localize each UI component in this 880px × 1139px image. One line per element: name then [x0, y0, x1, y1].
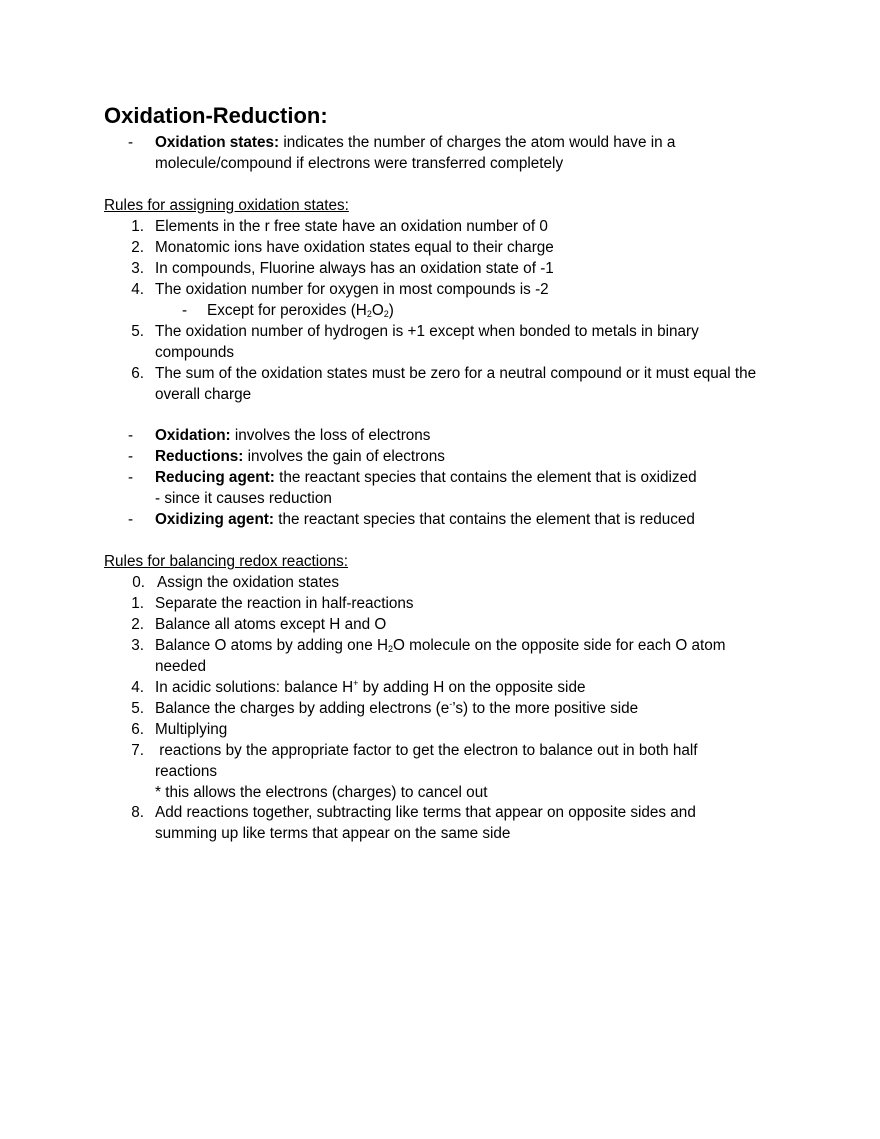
list-number: 8.: [131, 804, 144, 821]
intro-term: Oxidation states:: [155, 134, 280, 151]
list-number: 6.: [131, 365, 144, 382]
list-item: Assign the oxidation states: [157, 574, 339, 591]
sub-bullet-text: Except for peroxides (H: [207, 302, 367, 319]
list-item: The oxidation number for oxygen in most compounds is -2: [155, 281, 549, 298]
list-item-text: Balance the charges by adding electrons (e: [155, 700, 450, 717]
list-item: Balance all atoms except H and O: [155, 616, 387, 633]
list-item-text: ’s) to the more positive side: [452, 700, 639, 717]
sub-bullet-text: O: [371, 302, 384, 319]
definition-reducing-agent: [155, 467, 697, 488]
definition-oxidation: [155, 425, 430, 446]
definition-term: Reductions:: [155, 448, 244, 465]
list-number: 2.: [131, 239, 144, 256]
list-number: 7.: [131, 742, 144, 759]
list-item-cont: compounds: [155, 344, 235, 361]
intro-definition-cont: molecule/compound if electrons were transferred completely: [155, 155, 564, 172]
definition-bullet: -: [128, 448, 134, 465]
list-item-cont: overall charge: [155, 386, 252, 403]
list-item: Multiplying: [155, 721, 228, 738]
list-item-text: Balance O atoms by adding one H: [155, 637, 388, 654]
list-item: [155, 698, 638, 719]
definition-text: the reactant species that contains the element that is oxidized: [274, 469, 697, 486]
list-item-text: by adding H on the opposite side: [358, 679, 586, 696]
list-number: 6.: [131, 721, 144, 738]
list-number: 1.: [131, 218, 144, 235]
intro-definition: [155, 132, 675, 153]
subscript: 2: [388, 644, 394, 654]
list-item-text: O molecule on the opposite side for each O atom: [393, 637, 726, 654]
subscript: 2: [383, 309, 389, 319]
definition-bullet: -: [128, 511, 134, 528]
list-number: 1.: [131, 595, 144, 612]
list-item: Separate the reaction in half-reactions: [155, 595, 414, 612]
list-item: The sum of the oxidation states must be zero for a neutral compound or it must equal the: [155, 365, 757, 382]
definition-term: Oxidizing agent:: [155, 511, 274, 528]
list-number: 3.: [131, 260, 144, 277]
list-item: reactions by the appropriate factor to get the electron to balance out in both half: [155, 742, 698, 759]
list-item: Monatomic ions have oxidation states equal to their charge: [155, 239, 554, 256]
page-title: Oxidation-Reduction:: [104, 103, 328, 128]
list-number: 2.: [131, 616, 144, 633]
definition-text: involves the gain of electrons: [243, 448, 445, 465]
list-item: [155, 635, 725, 656]
redox-rules-heading: Rules for balancing redox reactions:: [104, 553, 349, 570]
superscript: +: [353, 678, 359, 688]
list-item: Elements in the r free state have an oxidation number of 0: [155, 218, 548, 235]
definition-bullet: -: [128, 469, 134, 486]
list-item-text: In acidic solutions: balance H: [155, 679, 354, 696]
intro-text: indicates the number of charges the atom would have in a: [279, 134, 676, 151]
definition-term: Oxidation:: [155, 427, 231, 444]
list-item-cont: summing up like terms that appear on the same side: [155, 825, 511, 842]
sub-bullet-text: ): [388, 302, 394, 319]
list-item: In compounds, Fluorine always has an oxidation state of -1: [155, 260, 554, 277]
definition-text: the reactant species that contains the element that is reduced: [273, 511, 695, 528]
list-number: 4.: [131, 679, 144, 696]
list-item-note: * this allows the electrons (charges) to cancel out: [155, 784, 488, 801]
definition-reduction: [155, 446, 445, 467]
list-number: 4.: [131, 281, 144, 298]
definition-text: involves the loss of electrons: [230, 427, 431, 444]
definition-oxidizing-agent: [155, 509, 695, 530]
list-item: [155, 677, 585, 698]
list-number: 5.: [131, 323, 144, 340]
list-number: 0.: [132, 574, 145, 591]
list-item-cont: needed: [155, 658, 207, 675]
oxidation-rules-heading: Rules for assigning oxidation states:: [104, 197, 349, 214]
sub-bullet-item: [207, 300, 394, 321]
intro-bullet: -: [128, 134, 134, 151]
definition-cont: - since it causes reduction: [155, 490, 332, 507]
definition-bullet: -: [128, 427, 134, 444]
sub-bullet-dash: -: [182, 302, 188, 319]
definition-term: Reducing agent:: [155, 469, 275, 486]
superscript: -: [449, 699, 453, 709]
list-item-cont: reactions: [155, 763, 218, 780]
list-number: 3.: [131, 637, 144, 654]
list-item: Add reactions together, subtracting like terms that appear on opposite sides and: [155, 804, 696, 821]
subscript: 2: [366, 309, 372, 319]
list-number: 5.: [131, 700, 144, 717]
list-item: The oxidation number of hydrogen is +1 except when bonded to metals in binary: [155, 323, 699, 340]
